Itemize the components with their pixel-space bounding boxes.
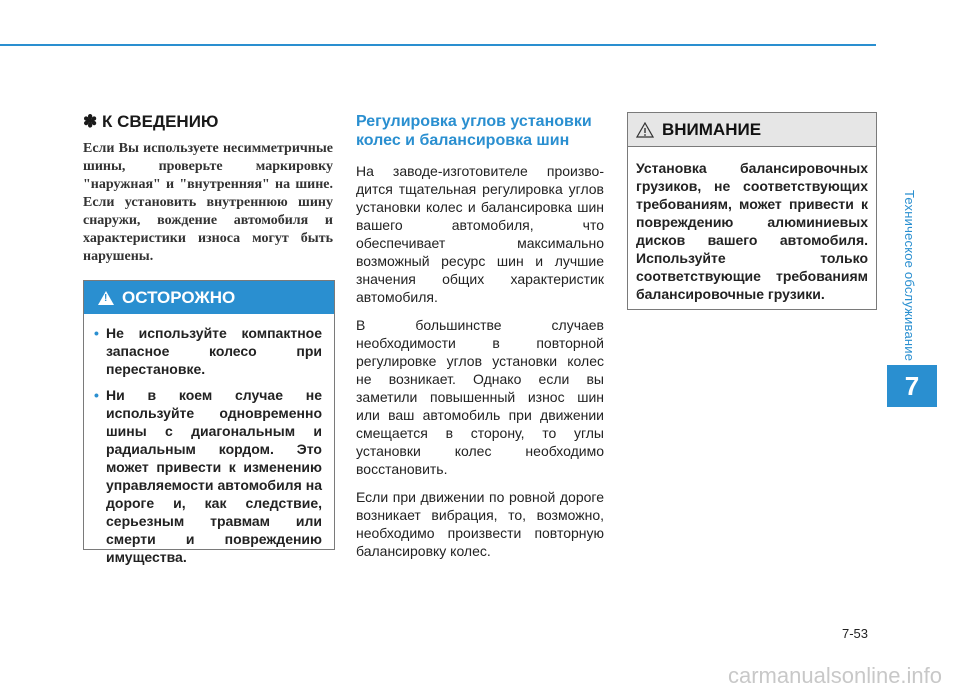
warning-body: Установка балансировочных грузиков, не соответствующих требованиям, может привести к повреждению алюминиевых дисков вашего автомобиля. Используйте только соответствующие требованиям балансировочные грузики. xyxy=(636,160,868,302)
chapter-side-label: Техническое обслуживание xyxy=(902,190,917,362)
top-rule xyxy=(0,44,876,46)
section-title: Регулировка углов установки колес и балансировка шин xyxy=(356,113,592,149)
warning-box xyxy=(627,112,877,310)
chapter-tab: 7 xyxy=(887,365,937,407)
note-block xyxy=(83,112,333,266)
page-number: 7-53 xyxy=(842,626,869,641)
warning-triangle-icon: ! xyxy=(98,291,114,305)
list-item: • Не используйте компактное запасное колесо при перестановке. xyxy=(94,325,322,377)
section-paragraph: Если при движении по ровной дороге возникает вибрация, то, возможно, необходимо произвести повторную балансировку колес. xyxy=(356,489,604,559)
caution-list xyxy=(94,324,322,566)
caution-title: ОСТОРОЖНО xyxy=(122,287,236,307)
note-star-icon: ✽ xyxy=(83,112,98,131)
bullet-icon: • xyxy=(94,325,99,341)
note-title-text: К СВЕДЕНИЮ xyxy=(101,112,219,131)
note-title xyxy=(83,112,333,132)
note-body: Если Вы используете несимметричные шины, проверьте маркировку "наружная" и "внутренняя" на шине. Если установить внутреннюю шину снаружи, вождение автомобиля и характеристики износа могут быть нарушены. xyxy=(83,141,333,264)
watermark: carmanualsonline.info xyxy=(728,663,943,688)
list-item: • Ни в коем случае не используйте одновременно шины с диагональным и радиальным кордом. Это может привести к изменению управляемости автомобиля на дороге и, как следствие, серьезным травмам или смерти и повреждению имущества. xyxy=(94,387,322,565)
warning-header xyxy=(628,113,876,147)
caution-box xyxy=(83,280,335,565)
bullet-icon: • xyxy=(94,387,99,403)
section-block xyxy=(356,112,604,570)
warning-triangle-outline-icon xyxy=(636,122,654,138)
caution-header xyxy=(84,281,334,314)
warning-title: ВНИМАНИЕ xyxy=(662,119,762,139)
section-paragraph: На заводе-изготовителе произво- дится тщательная регулировка углов установки колес и балансировка шин вашего автомобиля, что обеспечивает максимально возможный ресурс шин и лучшие значения общих характеристик автомобиля. xyxy=(356,163,604,305)
section-paragraph: В большинстве случаев необходимости в повторной регулировке углов установки колес не возникает. Однако если вы заметили повышенный износ шин или ваш автомобиль при движении смещается в сторону, то углы установки колес необходимо восстановить. xyxy=(356,317,604,477)
